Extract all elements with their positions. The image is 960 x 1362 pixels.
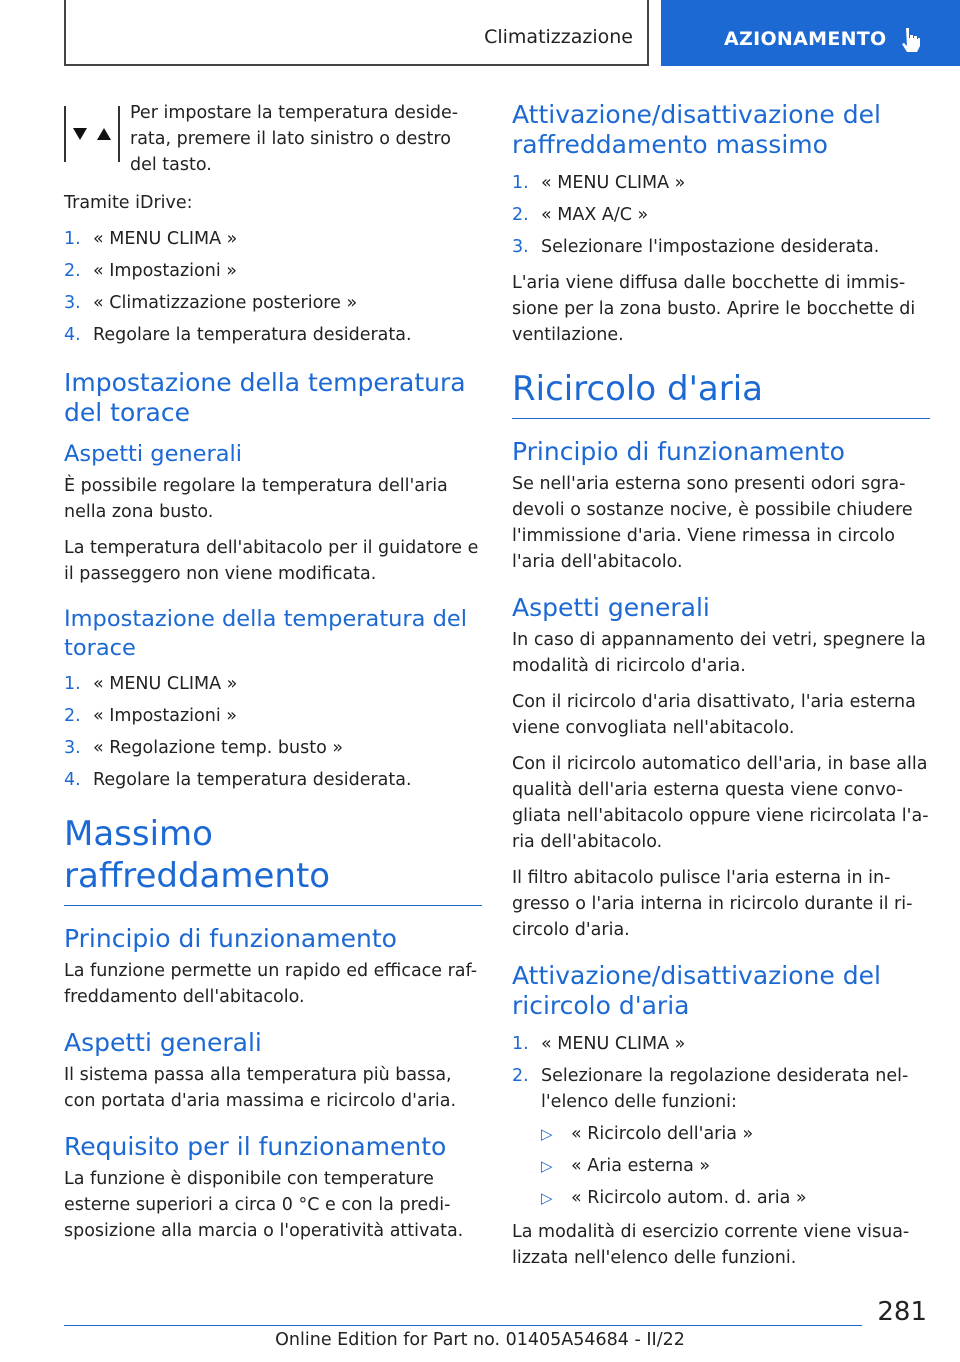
heading-requisito: Requisito per il funzionamento bbox=[64, 1132, 447, 1161]
heading-torace: Impostazione della temperatura del torace bbox=[64, 368, 466, 427]
heading-aspetti-generali-3: Aspetti generali bbox=[512, 593, 710, 622]
list-item: ▷ « Aria esterna » bbox=[541, 1153, 930, 1179]
section-ricircolo-header bbox=[512, 368, 930, 419]
section-massimo-header bbox=[64, 813, 482, 906]
footer-divider bbox=[64, 1325, 862, 1326]
heading-ricircolo-aria: Ricircolo d'aria bbox=[512, 369, 764, 409]
triangle-bullet-icon: ▷ bbox=[541, 1125, 553, 1143]
section-title: Climatizzazione bbox=[484, 26, 633, 48]
list-item: 2. « MAX A/C » bbox=[512, 205, 649, 225]
list-item: 3. « Climatizzazione posteriore » bbox=[64, 293, 358, 313]
idrive-label: Tramite iDrive: bbox=[64, 193, 193, 213]
paragraph: Con il ricircolo d'aria disattivato, l'aria esterna viene convogliata nell'abitacolo. bbox=[512, 692, 916, 738]
list-item: 2. « Impostazioni » bbox=[64, 261, 237, 281]
paragraph: Con il ricircolo automatico dell'aria, in base alla qualità dell'aria esterna questa viene convo-gliata nell'abitacolo oppure viene ricircolata l'a-ria dell'abitacolo. bbox=[512, 754, 929, 852]
paragraph: È possibile regolare la temperatura dell'aria nella zona busto. bbox=[64, 476, 448, 522]
steps-list-1 bbox=[64, 226, 482, 348]
paragraph: Se nell'aria esterna sono presenti odori sgra-devoli o sostanze nocive, è possibile chiudere l'immissione d'aria. Viene rimessa in circolo l'aria dell'abitacolo. bbox=[512, 474, 913, 572]
paragraph: La funzione permette un rapido ed efficace raf-freddamento dell'abitacolo. bbox=[64, 961, 478, 1007]
paragraph: Il filtro abitacolo pulisce l'aria esterna in in-gresso o l'aria interna in ricircolo durante il ri-circolo d'aria. bbox=[512, 868, 913, 940]
list-item: 2. Selezionare la regolazione desiderata nel-l'elenco delle funzioni: bbox=[512, 1066, 909, 1112]
chapter-title: AZIONAMENTO bbox=[724, 28, 887, 50]
list-item: ▷ « Ricircolo dell'aria » bbox=[541, 1121, 930, 1147]
paragraph: La temperatura dell'abitacolo per il guidatore e il passeggero non viene modificata. bbox=[64, 538, 479, 584]
edition-footer: Online Edition for Part no. 01405A54684 - II/22 bbox=[275, 1330, 685, 1350]
triangle-bullet-icon: ▷ bbox=[541, 1157, 553, 1175]
heading-principio-2: Principio di funzionamento bbox=[512, 437, 845, 466]
page-number: 281 bbox=[877, 1297, 927, 1327]
heading-massimo-raffreddamento: Massimo raffreddamento bbox=[64, 814, 331, 896]
arrow-up-icon bbox=[97, 128, 111, 140]
heading-principio-1: Principio di funzionamento bbox=[64, 924, 397, 953]
left-column bbox=[64, 100, 482, 1254]
header-chapter-tab bbox=[661, 0, 960, 66]
heading-attivazione-raffreddamento: Attivazione/disattivazione del raffreddamento massimo bbox=[512, 100, 881, 159]
steps-list-3 bbox=[512, 170, 930, 260]
list-item: 3. Selezionare l'impostazione desiderata. bbox=[512, 237, 880, 257]
paragraph: L'aria viene diffusa dalle bocchette di immis-sione per la zona busto. Aprire le bocchette di ventilazione. bbox=[512, 273, 916, 345]
list-item: 2. « Impostazioni » bbox=[64, 706, 237, 726]
temperature-rocker-key bbox=[64, 106, 120, 162]
list-item: ▷ « Ricircolo autom. d. aria » bbox=[541, 1185, 930, 1211]
heading-aspetti-generali-1: Aspetti generali bbox=[64, 441, 243, 467]
list-item: 3. « Regolazione temp. busto » bbox=[64, 738, 344, 758]
sub-options-list bbox=[541, 1121, 930, 1211]
heading-attivazione-ricircolo: Attivazione/disattivazione del ricircolo d'aria bbox=[512, 961, 881, 1020]
steps-list-4 bbox=[512, 1031, 930, 1115]
paragraph: Il sistema passa alla temperatura più bassa, con portata d'aria massima e ricircolo d'aria. bbox=[64, 1065, 457, 1111]
list-item: 4. Regolare la temperatura desiderata. bbox=[64, 770, 412, 790]
hand-pointer-icon bbox=[897, 26, 923, 52]
list-item: 1. « MENU CLIMA » bbox=[512, 1034, 686, 1054]
heading-torace-2: Impostazione della temperatura del torace bbox=[64, 606, 467, 661]
paragraph: La funzione è disponibile con temperature esterne superiori a circa 0 °C e con la predi-sposizione alla marcia o l'operatività attivata. bbox=[64, 1169, 464, 1241]
list-item: 1. « MENU CLIMA » bbox=[64, 674, 238, 694]
intro-paragraph: Per impostare la temperatura deside-rata, premere il lato sinistro o destro del tasto. bbox=[130, 103, 459, 175]
arrow-down-icon bbox=[73, 128, 87, 140]
heading-aspetti-generali-2: Aspetti generali bbox=[64, 1028, 262, 1057]
temperature-key-row bbox=[64, 100, 482, 178]
right-column bbox=[512, 100, 930, 1281]
list-item: 1. « MENU CLIMA » bbox=[512, 173, 686, 193]
steps-list-2 bbox=[64, 671, 482, 793]
list-item: 1. « MENU CLIMA » bbox=[64, 229, 238, 249]
list-item: 4. Regolare la temperatura desiderata. bbox=[64, 325, 412, 345]
header-section-tab bbox=[64, 0, 649, 66]
paragraph: La modalità di esercizio corrente viene visua-lizzata nell'elenco delle funzioni. bbox=[512, 1222, 910, 1268]
triangle-bullet-icon: ▷ bbox=[541, 1189, 553, 1207]
paragraph: In caso di appannamento dei vetri, spegnere la modalità di ricircolo d'aria. bbox=[512, 630, 926, 676]
